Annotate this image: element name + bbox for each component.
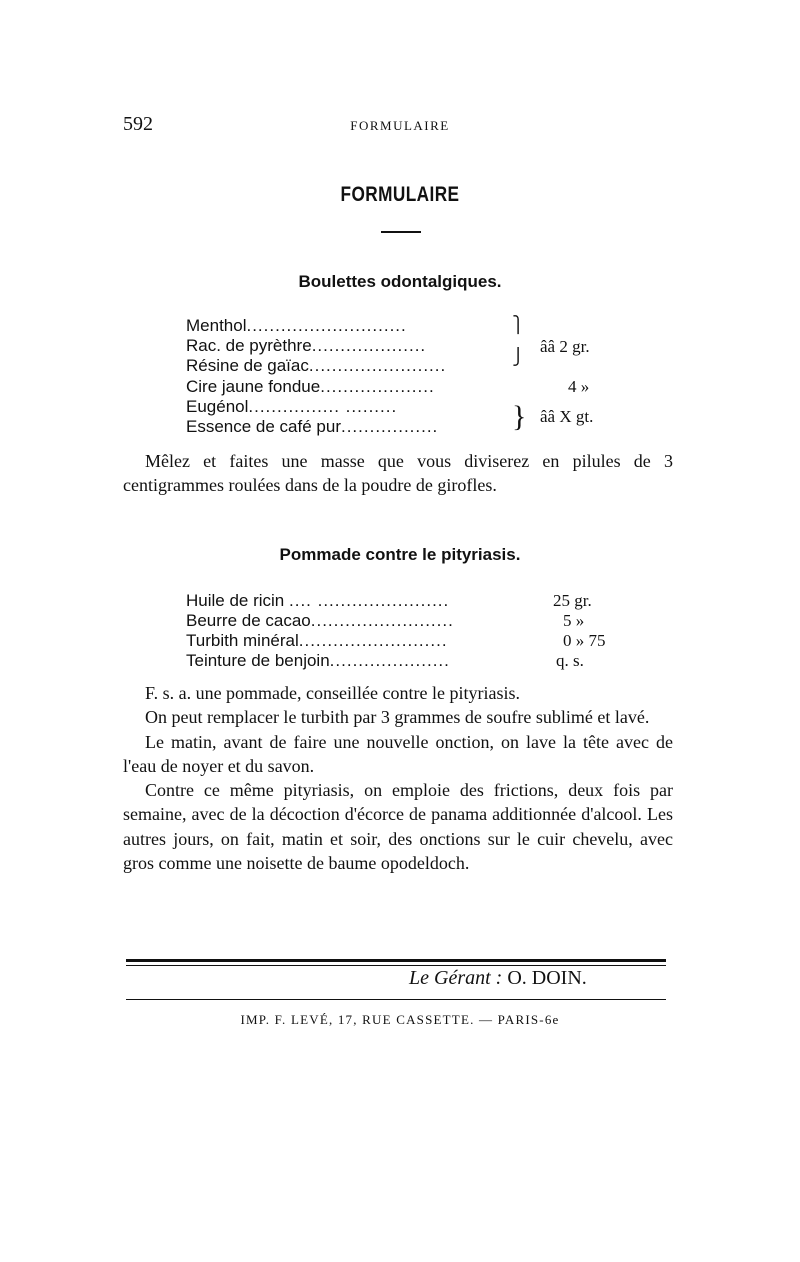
ingredient-name: Résine de gaïac	[186, 356, 309, 375]
ingredient-name: Teinture de benjoin	[186, 651, 330, 670]
ingredient-name: Rac. de pyrèthre	[186, 336, 312, 355]
recipe1-heading: Boulettes odontalgiques.	[298, 272, 502, 291]
ingredient-line	[186, 631, 448, 651]
page-number: 592	[123, 113, 153, 135]
paragraph: Mêlez et faites une masse que vous diviserez en pilules de 3 centigrammes roulées dans de la poudre de girofles.	[123, 451, 673, 496]
ingredient-name: Huile de ricin	[186, 591, 285, 610]
quantity: ââ X gt.	[540, 407, 594, 426]
footer-rule	[126, 965, 666, 966]
title-divider	[381, 231, 421, 233]
leader-dots: .................	[340, 417, 439, 436]
ingredient-line	[186, 417, 438, 437]
footer-rule	[126, 959, 666, 962]
leader-dots: ................ .........	[248, 397, 398, 416]
leader-dots: ....................	[320, 377, 435, 396]
quantity: 25 gr.	[553, 591, 592, 610]
ingredient-line	[186, 591, 449, 611]
ingredient-line	[186, 316, 407, 336]
brace-mark: }	[512, 400, 527, 433]
ingredient-line	[186, 651, 450, 671]
leader-dots: ....................	[311, 336, 427, 355]
quantity: 0 » 75	[563, 631, 606, 650]
ingredient-name: Eugénol	[186, 397, 249, 416]
leader-dots: ............................	[246, 316, 407, 335]
leader-dots: .... .......................	[289, 591, 450, 610]
ingredient-line	[186, 377, 435, 397]
paragraph: F. s. a. une pommade, conseillée contre le pityriasis.	[145, 683, 520, 703]
ingredient-line	[186, 356, 446, 376]
recipe2-heading: Pommade contre le pityriasis.	[279, 545, 521, 564]
printer-imprint: IMP. F. LEVÉ, 17, RUE CASSETTE. — PARIS-6e	[240, 1012, 560, 1027]
paragraph: On peut remplacer le turbith par 3 grammes de soufre sublimé et lavé.	[145, 707, 650, 728]
quantity: 4 »	[568, 377, 590, 396]
gerant-label: Le Gérant :	[409, 967, 503, 989]
ingredient-line	[186, 611, 454, 631]
quantity: q. s.	[556, 651, 584, 670]
ingredient-name: Essence de café pur	[186, 417, 341, 436]
running-title: FORMULAIRE	[350, 118, 450, 133]
paragraph: Contre ce même pityriasis, on emploie des frictions, deux fois par semaine, avec de la décoction d'écorce de panama additionnée d'alcool. Les autres jours, on fait, matin et soir, des onctions sur le cuir chevelu, avec gros comme une noisette de baume opodeldoch.	[123, 780, 673, 874]
paragraph: Le matin, avant de faire une nouvelle onction, on lave la tête avec de l'eau de noyer et du savon.	[123, 731, 673, 776]
quantity: ââ 2 gr.	[540, 337, 590, 356]
footer-rule	[126, 999, 666, 1000]
ingredient-name: Menthol	[186, 316, 247, 335]
recipe1-instructions	[123, 449, 673, 498]
ingredient-name: Beurre de cacao	[186, 611, 311, 630]
brace-mark: ⎭	[512, 349, 524, 366]
leader-dots: .....................	[329, 651, 450, 670]
quantity: 5 »	[563, 611, 585, 630]
gerant-name: O. DOIN.	[507, 967, 587, 989]
page-title: FORMULAIRE	[340, 183, 460, 206]
leader-dots: .........................	[310, 611, 454, 630]
ingredient-line	[186, 397, 397, 417]
ingredient-name: Cire jaune fondue	[186, 377, 321, 396]
brace-mark: ⎫	[512, 317, 524, 334]
leader-dots: ........................	[308, 356, 447, 375]
ingredient-name: Turbith minéral	[186, 631, 299, 650]
leader-dots: ..........................	[298, 631, 448, 650]
gerant-signature	[409, 967, 587, 990]
ingredient-line	[186, 336, 426, 356]
recipe2-instructions	[123, 681, 673, 875]
